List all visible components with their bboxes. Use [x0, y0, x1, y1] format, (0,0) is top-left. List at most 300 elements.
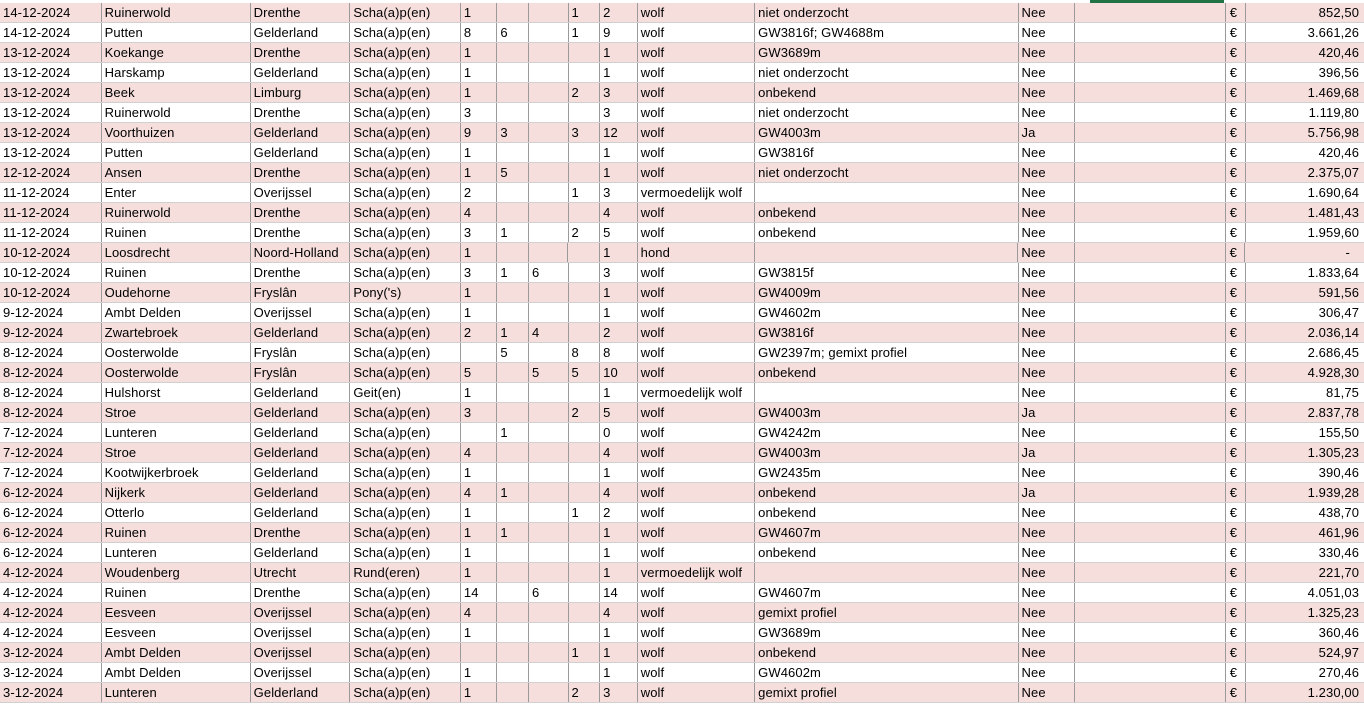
province-cell[interactable]: Drenthe — [251, 43, 351, 62]
animal-cell[interactable]: Scha(a)p(en) — [350, 103, 461, 122]
count-cell-4[interactable] — [569, 143, 601, 162]
currency-cell[interactable]: € — [1226, 143, 1246, 162]
count-cell-4[interactable] — [569, 323, 601, 342]
animal-cell[interactable]: Scha(a)p(en) — [350, 3, 461, 22]
count-cell-3[interactable] — [529, 143, 569, 162]
date-cell[interactable]: 13-12-2024 — [0, 143, 102, 162]
count-cell-3[interactable] — [529, 163, 569, 182]
count-cell-4[interactable] — [569, 43, 601, 62]
count-cell-3[interactable] — [529, 3, 569, 22]
count-cell-4[interactable] — [569, 303, 601, 322]
amount-cell[interactable]: 3.661,26 — [1307, 25, 1360, 40]
count-cell-2[interactable] — [497, 603, 529, 622]
table-row[interactable] — [0, 443, 1364, 463]
blank-cell[interactable] — [1075, 683, 1226, 702]
blank-cell[interactable] — [1075, 543, 1226, 562]
date-cell[interactable]: 9-12-2024 — [0, 323, 102, 342]
currency-cell[interactable]: € — [1226, 543, 1246, 562]
currency-cell[interactable]: € — [1226, 263, 1246, 282]
count-cell-3[interactable] — [529, 423, 569, 442]
flag-cell[interactable]: Nee — [1019, 303, 1075, 322]
count-cell-4[interactable] — [569, 583, 601, 602]
amount-cell[interactable]: 2.375,07 — [1307, 165, 1360, 180]
amount-cell[interactable]: 461,96 — [1318, 525, 1360, 540]
count-cell-2[interactable]: 5 — [497, 163, 529, 182]
count-cell-4[interactable] — [569, 103, 601, 122]
currency-cell[interactable]: € — [1226, 443, 1246, 462]
place-cell[interactable]: Ruinen — [102, 223, 251, 242]
total-cell[interactable]: 1 — [600, 163, 638, 182]
table-row[interactable] — [0, 63, 1364, 83]
flag-cell[interactable]: Nee — [1019, 463, 1075, 482]
culprit-cell[interactable]: wolf — [638, 283, 755, 302]
count-cell-2[interactable]: 1 — [497, 483, 529, 502]
blank-cell[interactable] — [1075, 523, 1226, 542]
animal-cell[interactable]: Scha(a)p(en) — [350, 503, 461, 522]
flag-cell[interactable]: Nee — [1019, 3, 1075, 22]
count-cell-2[interactable] — [497, 103, 529, 122]
count-cell-2[interactable] — [497, 383, 529, 402]
table-row[interactable] — [0, 3, 1364, 23]
count-cell-1[interactable]: 8 — [461, 23, 498, 42]
dna-cell[interactable]: niet onderzocht — [755, 163, 1018, 182]
count-cell-1[interactable]: 2 — [461, 323, 498, 342]
dna-cell[interactable]: GW4009m — [755, 283, 1018, 302]
amount-cell[interactable]: 420,46 — [1318, 145, 1360, 160]
culprit-cell[interactable]: wolf — [638, 223, 755, 242]
count-cell-1[interactable] — [461, 343, 498, 362]
count-cell-3[interactable] — [529, 563, 569, 582]
count-cell-4[interactable] — [569, 603, 601, 622]
total-cell[interactable]: 1 — [600, 623, 638, 642]
dna-cell[interactable]: GW4003m — [755, 123, 1018, 142]
dna-cell[interactable]: onbekend — [755, 203, 1018, 222]
count-cell-2[interactable]: 1 — [497, 263, 529, 282]
flag-cell[interactable]: Nee — [1019, 323, 1075, 342]
count-cell-4[interactable] — [569, 263, 601, 282]
table-row[interactable] — [0, 483, 1364, 503]
date-cell[interactable]: 13-12-2024 — [0, 83, 102, 102]
count-cell-2[interactable]: 6 — [497, 23, 529, 42]
blank-cell[interactable] — [1075, 623, 1226, 642]
count-cell-2[interactable] — [497, 83, 529, 102]
dna-cell[interactable]: GW4003m — [755, 403, 1018, 422]
count-cell-2[interactable] — [497, 663, 529, 682]
dna-cell[interactable] — [755, 563, 1018, 582]
province-cell[interactable]: Drenthe — [251, 523, 351, 542]
date-cell[interactable]: 6-12-2024 — [0, 543, 102, 562]
place-cell[interactable]: Stroe — [102, 403, 251, 422]
currency-cell[interactable]: € — [1226, 523, 1246, 542]
date-cell[interactable]: 13-12-2024 — [0, 103, 102, 122]
place-cell[interactable]: Oudehorne — [102, 283, 251, 302]
currency-cell[interactable]: € — [1226, 563, 1246, 582]
date-cell[interactable]: 12-12-2024 — [0, 163, 102, 182]
blank-cell[interactable] — [1075, 323, 1226, 342]
blank-cell[interactable] — [1075, 443, 1226, 462]
count-cell-2[interactable] — [497, 143, 529, 162]
flag-cell[interactable]: Nee — [1019, 503, 1075, 522]
animal-cell[interactable]: Scha(a)p(en) — [350, 143, 461, 162]
dna-cell[interactable]: GW4003m — [755, 443, 1018, 462]
count-cell-4[interactable] — [569, 63, 601, 82]
count-cell-1[interactable]: 4 — [461, 603, 498, 622]
place-cell[interactable]: Zwartebroek — [102, 323, 251, 342]
province-cell[interactable]: Gelderland — [251, 543, 351, 562]
flag-cell[interactable]: Nee — [1019, 643, 1075, 662]
count-cell-3[interactable] — [529, 343, 569, 362]
dna-cell[interactable]: GW3689m — [755, 623, 1018, 642]
count-cell-1[interactable]: 1 — [461, 463, 498, 482]
flag-cell[interactable]: Nee — [1019, 603, 1075, 622]
animal-cell[interactable]: Scha(a)p(en) — [350, 623, 461, 642]
amount-cell[interactable]: 420,46 — [1318, 45, 1360, 60]
blank-cell[interactable] — [1075, 663, 1226, 682]
culprit-cell[interactable]: wolf — [638, 123, 755, 142]
count-cell-1[interactable]: 1 — [461, 683, 498, 702]
count-cell-3[interactable] — [529, 223, 569, 242]
count-cell-1[interactable]: 1 — [461, 283, 498, 302]
total-cell[interactable]: 1 — [600, 283, 638, 302]
blank-cell[interactable] — [1075, 83, 1226, 102]
count-cell-3[interactable] — [529, 603, 569, 622]
blank-cell[interactable] — [1075, 283, 1226, 302]
currency-cell[interactable]: € — [1226, 683, 1246, 702]
flag-cell[interactable]: Nee — [1019, 543, 1075, 562]
amount-cell[interactable]: 306,47 — [1318, 305, 1360, 320]
amount-cell[interactable]: 1.690,64 — [1307, 185, 1360, 200]
dna-cell[interactable]: onbekend — [755, 543, 1018, 562]
total-cell[interactable]: 3 — [600, 683, 638, 702]
count-cell-2[interactable] — [497, 243, 529, 262]
table-row[interactable] — [0, 323, 1364, 343]
flag-cell[interactable]: Nee — [1019, 203, 1075, 222]
amount-cell[interactable]: 81,75 — [1325, 385, 1360, 400]
count-cell-3[interactable] — [529, 303, 569, 322]
count-cell-4[interactable] — [569, 523, 601, 542]
culprit-cell[interactable]: wolf — [638, 263, 755, 282]
total-cell[interactable]: 1 — [600, 43, 638, 62]
province-cell[interactable]: Noord-Holland — [251, 243, 351, 262]
province-cell[interactable]: Gelderland — [251, 443, 351, 462]
total-cell[interactable]: 4 — [600, 483, 638, 502]
date-cell[interactable]: 6-12-2024 — [0, 523, 102, 542]
count-cell-3[interactable] — [529, 623, 569, 642]
total-cell[interactable]: 14 — [600, 583, 638, 602]
blank-cell[interactable] — [1075, 123, 1226, 142]
total-cell[interactable]: 1 — [600, 563, 638, 582]
flag-cell[interactable]: Nee — [1019, 283, 1075, 302]
count-cell-1[interactable]: 1 — [461, 663, 498, 682]
place-cell[interactable]: Woudenberg — [102, 563, 251, 582]
animal-cell[interactable]: Scha(a)p(en) — [350, 543, 461, 562]
culprit-cell[interactable]: wolf — [638, 323, 755, 342]
culprit-cell[interactable]: vermoedelijk wolf — [638, 563, 755, 582]
total-cell[interactable]: 2 — [600, 323, 638, 342]
blank-cell[interactable] — [1075, 103, 1226, 122]
currency-cell[interactable]: € — [1226, 663, 1246, 682]
table-row[interactable] — [0, 563, 1364, 583]
count-cell-4[interactable]: 8 — [569, 343, 601, 362]
province-cell[interactable]: Drenthe — [251, 163, 351, 182]
amount-cell[interactable]: 360,46 — [1318, 625, 1360, 640]
total-cell[interactable]: 0 — [600, 423, 638, 442]
currency-cell[interactable]: € — [1226, 643, 1246, 662]
table-row[interactable] — [0, 223, 1364, 243]
dna-cell[interactable]: onbekend — [755, 483, 1018, 502]
count-cell-4[interactable] — [569, 383, 601, 402]
currency-cell[interactable]: € — [1226, 463, 1246, 482]
amount-cell[interactable]: 1.469,68 — [1307, 85, 1360, 100]
currency-cell[interactable]: € — [1226, 603, 1246, 622]
date-cell[interactable]: 8-12-2024 — [0, 383, 102, 402]
count-cell-4[interactable] — [569, 623, 601, 642]
date-cell[interactable]: 7-12-2024 — [0, 443, 102, 462]
amount-cell[interactable]: 1.119,80 — [1308, 105, 1360, 120]
blank-cell[interactable] — [1075, 563, 1226, 582]
culprit-cell[interactable]: wolf — [638, 443, 755, 462]
count-cell-3[interactable] — [529, 83, 569, 102]
place-cell[interactable]: Putten — [102, 23, 251, 42]
dna-cell[interactable]: GW4242m — [755, 423, 1018, 442]
culprit-cell[interactable]: wolf — [638, 23, 755, 42]
place-cell[interactable]: Eesveen — [102, 623, 251, 642]
animal-cell[interactable]: Scha(a)p(en) — [350, 403, 461, 422]
date-cell[interactable]: 6-12-2024 — [0, 483, 102, 502]
blank-cell[interactable] — [1075, 383, 1226, 402]
blank-cell[interactable] — [1075, 303, 1226, 322]
count-cell-2[interactable] — [497, 63, 529, 82]
count-cell-1[interactable]: 4 — [461, 203, 498, 222]
count-cell-3[interactable] — [529, 663, 569, 682]
place-cell[interactable]: Hulshorst — [102, 383, 251, 402]
table-row[interactable] — [0, 663, 1364, 683]
amount-cell[interactable]: 4.051,03 — [1307, 585, 1360, 600]
count-cell-2[interactable] — [497, 583, 529, 602]
province-cell[interactable]: Gelderland — [251, 683, 351, 702]
date-cell[interactable]: 7-12-2024 — [0, 463, 102, 482]
table-row[interactable] — [0, 523, 1364, 543]
count-cell-1[interactable]: 1 — [461, 3, 498, 22]
place-cell[interactable]: Lunteren — [102, 683, 251, 702]
province-cell[interactable]: Drenthe — [251, 103, 351, 122]
amount-cell[interactable]: 2.837,78 — [1307, 405, 1360, 420]
province-cell[interactable]: Gelderland — [251, 503, 351, 522]
place-cell[interactable]: Otterlo — [102, 503, 251, 522]
place-cell[interactable]: Ruinerwold — [102, 3, 251, 22]
count-cell-1[interactable]: 3 — [461, 223, 498, 242]
count-cell-2[interactable] — [497, 283, 529, 302]
province-cell[interactable]: Utrecht — [251, 563, 351, 582]
total-cell[interactable]: 2 — [600, 3, 638, 22]
date-cell[interactable]: 4-12-2024 — [0, 603, 102, 622]
date-cell[interactable]: 13-12-2024 — [0, 63, 102, 82]
count-cell-1[interactable]: 1 — [461, 543, 498, 562]
blank-cell[interactable] — [1075, 203, 1226, 222]
culprit-cell[interactable]: wolf — [638, 583, 755, 602]
count-cell-2[interactable]: 3 — [497, 123, 529, 142]
total-cell[interactable]: 12 — [600, 123, 638, 142]
place-cell[interactable]: Loosdrecht — [102, 243, 251, 262]
table-row[interactable] — [0, 343, 1364, 363]
count-cell-1[interactable]: 4 — [461, 443, 498, 462]
count-cell-4[interactable]: 1 — [569, 643, 601, 662]
flag-cell[interactable]: Nee — [1019, 163, 1075, 182]
province-cell[interactable]: Limburg — [251, 83, 351, 102]
amount-cell[interactable]: 1.305,23 — [1307, 445, 1360, 460]
table-row[interactable] — [0, 123, 1364, 143]
province-cell[interactable]: Fryslân — [251, 283, 351, 302]
total-cell[interactable]: 3 — [600, 103, 638, 122]
amount-cell[interactable]: 1.230,00 — [1307, 685, 1360, 700]
dna-cell[interactable]: onbekend — [755, 223, 1018, 242]
count-cell-2[interactable] — [497, 463, 529, 482]
table-row[interactable] — [0, 243, 1364, 263]
count-cell-1[interactable]: 1 — [461, 63, 498, 82]
count-cell-4[interactable] — [569, 563, 601, 582]
place-cell[interactable]: Ambt Delden — [102, 303, 251, 322]
province-cell[interactable]: Gelderland — [251, 123, 351, 142]
count-cell-4[interactable] — [569, 443, 601, 462]
province-cell[interactable]: Fryslân — [251, 343, 351, 362]
blank-cell[interactable] — [1075, 3, 1226, 22]
currency-cell[interactable]: € — [1226, 3, 1246, 22]
dna-cell[interactable]: GW4602m — [755, 663, 1018, 682]
flag-cell[interactable]: Nee — [1019, 43, 1075, 62]
table-row[interactable] — [0, 423, 1364, 443]
count-cell-1[interactable]: 4 — [461, 483, 498, 502]
dna-cell[interactable]: gemixt profiel — [755, 603, 1018, 622]
count-cell-4[interactable]: 1 — [569, 183, 601, 202]
count-cell-1[interactable]: 5 — [461, 363, 498, 382]
place-cell[interactable]: Koekange — [102, 43, 251, 62]
flag-cell[interactable]: Nee — [1019, 383, 1075, 402]
blank-cell[interactable] — [1075, 263, 1226, 282]
count-cell-3[interactable] — [529, 23, 569, 42]
count-cell-3[interactable]: 6 — [529, 583, 569, 602]
culprit-cell[interactable]: wolf — [638, 363, 755, 382]
total-cell[interactable]: 1 — [600, 383, 638, 402]
culprit-cell[interactable]: wolf — [638, 83, 755, 102]
count-cell-2[interactable] — [497, 443, 529, 462]
animal-cell[interactable]: Scha(a)p(en) — [350, 243, 461, 262]
total-cell[interactable]: 1 — [600, 463, 638, 482]
flag-cell[interactable]: Nee — [1019, 583, 1075, 602]
count-cell-2[interactable] — [497, 543, 529, 562]
count-cell-3[interactable]: 4 — [529, 323, 569, 342]
count-cell-4[interactable] — [569, 423, 601, 442]
culprit-cell[interactable]: wolf — [638, 163, 755, 182]
culprit-cell[interactable]: wolf — [638, 103, 755, 122]
count-cell-4[interactable]: 1 — [569, 503, 601, 522]
culprit-cell[interactable]: wolf — [638, 43, 755, 62]
count-cell-3[interactable] — [529, 243, 569, 262]
province-cell[interactable]: Gelderland — [251, 143, 351, 162]
flag-cell[interactable]: Ja — [1019, 123, 1075, 142]
animal-cell[interactable]: Scha(a)p(en) — [350, 463, 461, 482]
table-row[interactable] — [0, 183, 1364, 203]
total-cell[interactable]: 10 — [600, 363, 638, 382]
count-cell-3[interactable] — [529, 183, 569, 202]
count-cell-2[interactable] — [497, 403, 529, 422]
blank-cell[interactable] — [1075, 643, 1226, 662]
date-cell[interactable]: 14-12-2024 — [0, 23, 102, 42]
count-cell-3[interactable] — [529, 643, 569, 662]
amount-cell[interactable]: 2.036,14 — [1307, 325, 1360, 340]
count-cell-1[interactable]: 3 — [461, 103, 498, 122]
date-cell[interactable]: 7-12-2024 — [0, 423, 102, 442]
culprit-cell[interactable]: vermoedelijk wolf — [638, 183, 755, 202]
count-cell-3[interactable] — [529, 483, 569, 502]
date-cell[interactable]: 8-12-2024 — [0, 343, 102, 362]
table-row[interactable] — [0, 203, 1364, 223]
date-cell[interactable]: 13-12-2024 — [0, 123, 102, 142]
table-row[interactable] — [0, 583, 1364, 603]
count-cell-4[interactable]: 2 — [569, 223, 601, 242]
table-row[interactable] — [0, 463, 1364, 483]
table-row[interactable] — [0, 103, 1364, 123]
count-cell-2[interactable] — [497, 623, 529, 642]
flag-cell[interactable]: Ja — [1019, 443, 1075, 462]
culprit-cell[interactable]: wolf — [638, 343, 755, 362]
count-cell-3[interactable] — [529, 203, 569, 222]
currency-cell[interactable]: € — [1226, 303, 1246, 322]
flag-cell[interactable]: Nee — [1019, 143, 1075, 162]
culprit-cell[interactable]: vermoedelijk wolf — [638, 383, 755, 402]
animal-cell[interactable]: Scha(a)p(en) — [350, 303, 461, 322]
currency-cell[interactable]: € — [1226, 63, 1246, 82]
date-cell[interactable]: 11-12-2024 — [0, 183, 102, 202]
count-cell-2[interactable]: 5 — [497, 343, 529, 362]
culprit-cell[interactable]: wolf — [638, 143, 755, 162]
count-cell-4[interactable] — [569, 543, 601, 562]
dna-cell[interactable]: GW4607m — [755, 583, 1018, 602]
place-cell[interactable]: Oosterwolde — [102, 343, 251, 362]
place-cell[interactable]: Lunteren — [102, 423, 251, 442]
date-cell[interactable]: 10-12-2024 — [0, 243, 102, 262]
count-cell-1[interactable]: 1 — [461, 163, 498, 182]
blank-cell[interactable] — [1075, 23, 1226, 42]
currency-cell[interactable]: € — [1226, 363, 1246, 382]
count-cell-4[interactable]: 1 — [569, 3, 601, 22]
count-cell-2[interactable]: 1 — [497, 523, 529, 542]
place-cell[interactable]: Ruinen — [102, 583, 251, 602]
count-cell-1[interactable]: 1 — [461, 503, 498, 522]
province-cell[interactable]: Gelderland — [251, 483, 351, 502]
place-cell[interactable]: Ruinen — [102, 523, 251, 542]
animal-cell[interactable]: Geit(en) — [350, 383, 461, 402]
culprit-cell[interactable]: wolf — [638, 543, 755, 562]
count-cell-2[interactable] — [497, 363, 529, 382]
dna-cell[interactable]: gemixt profiel — [755, 683, 1018, 702]
table-row[interactable] — [0, 303, 1364, 323]
total-cell[interactable]: 2 — [600, 503, 638, 522]
dna-cell[interactable]: GW2397m; gemixt profiel — [755, 343, 1018, 362]
animal-cell[interactable]: Scha(a)p(en) — [350, 203, 461, 222]
count-cell-1[interactable]: 1 — [461, 303, 498, 322]
culprit-cell[interactable]: wolf — [638, 603, 755, 622]
total-cell[interactable]: 9 — [600, 23, 638, 42]
animal-cell[interactable]: Scha(a)p(en) — [350, 43, 461, 62]
animal-cell[interactable]: Scha(a)p(en) — [350, 483, 461, 502]
animal-cell[interactable]: Scha(a)p(en) — [350, 663, 461, 682]
count-cell-2[interactable] — [497, 563, 529, 582]
amount-cell[interactable]: 852,50 — [1318, 5, 1360, 20]
count-cell-3[interactable] — [529, 123, 569, 142]
culprit-cell[interactable]: wolf — [638, 3, 755, 22]
place-cell[interactable]: Ruinen — [102, 263, 251, 282]
count-cell-2[interactable]: 1 — [497, 223, 529, 242]
